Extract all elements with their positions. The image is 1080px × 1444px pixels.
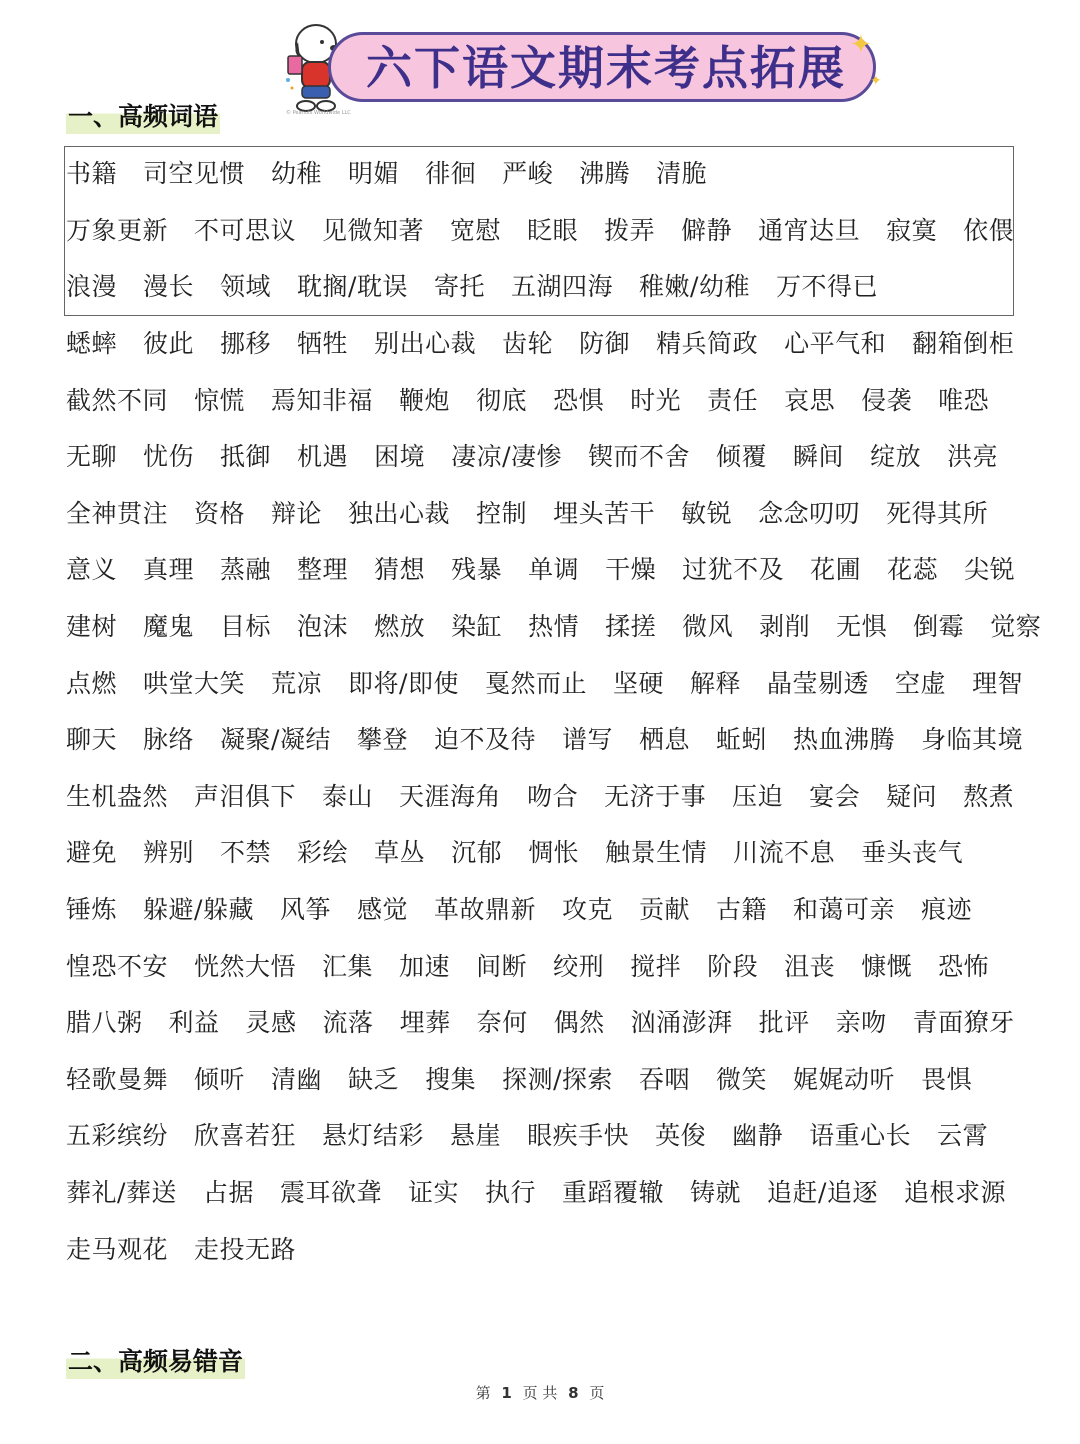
vocab-word: 无济于事	[604, 781, 707, 811]
vocab-word: 微笑	[716, 1064, 768, 1094]
vocab-word: 哀思	[784, 385, 836, 415]
vocab-word: 司空见惯	[143, 159, 246, 188]
vocab-word: 证实	[407, 1178, 459, 1207]
vocab-word: 点燃	[66, 668, 118, 698]
vocab-word: 避免	[66, 838, 118, 868]
vocab-word: 悬灯结彩	[322, 1121, 425, 1151]
vocab-word: 身临其境	[921, 725, 1024, 755]
vocab-word: 青面獠牙	[912, 1008, 1015, 1038]
vocab-word: 不禁	[220, 838, 272, 868]
vocab-word: 抵御	[220, 442, 272, 472]
vocab-word: 唯恐	[938, 385, 990, 415]
vocab-word: 走投无路	[194, 1234, 297, 1264]
vocab-word: 漫长	[143, 272, 195, 302]
vocab-word: 铸就	[690, 1178, 742, 1207]
vocab-word: 感觉	[356, 895, 408, 924]
vocab-word: 即将/即使	[348, 668, 459, 698]
vocab-word: 流落	[322, 1008, 374, 1038]
vocab-word: 生机盎然	[66, 781, 169, 811]
vocab-word: 蟋蟀	[66, 329, 118, 358]
vocab-word: 真理	[143, 555, 195, 585]
vocab-word: 寂寞	[886, 215, 938, 245]
word-row	[66, 1173, 1032, 1213]
vocab-word: 万象更新	[66, 215, 169, 245]
vocab-word: 控制	[476, 498, 528, 528]
vocab-word: 轻歌曼舞	[66, 1064, 169, 1094]
vocab-word: 绞刑	[553, 951, 605, 981]
vocab-word: 和蔼可亲	[793, 895, 896, 924]
vocab-word: 搅拌	[630, 951, 682, 981]
vocab-word: 齿轮	[502, 329, 554, 358]
vocab-word: 目标	[220, 612, 272, 641]
vocab-word: 鞭炮	[399, 385, 451, 415]
vocab-word: 觉察	[990, 612, 1042, 641]
vocab-word: 娓娓动听	[793, 1064, 896, 1094]
vocab-word: 搜集	[425, 1064, 477, 1094]
vocab-word: 攀登	[356, 725, 408, 755]
vocab-word: 草丛	[374, 838, 426, 868]
vocab-word: 宽慰	[450, 215, 502, 245]
vocab-word: 迫不及待	[433, 725, 536, 755]
vocab-word: 重蹈覆辙	[562, 1178, 665, 1207]
vocab-word: 畏惧	[921, 1064, 973, 1094]
vocab-word: 幽静	[732, 1121, 784, 1151]
mascot-credit: © Peanuts Worldwide LLC	[286, 110, 351, 116]
vocab-word: 探测/探索	[502, 1064, 614, 1094]
vocab-word: 洪亮	[947, 442, 999, 472]
vocab-word: 疑问	[886, 781, 938, 811]
word-row	[66, 324, 1040, 364]
word-row	[66, 720, 1049, 760]
vocab-word: 解释	[690, 668, 742, 698]
word-row	[66, 154, 733, 194]
vocab-word: 凄凉/凄惨	[451, 442, 563, 472]
vocab-word: 幼稚	[271, 159, 323, 188]
vocab-word: 云霄	[937, 1121, 989, 1151]
vocab-word: 彻底	[476, 385, 528, 415]
vocab-word: 宴会	[809, 781, 861, 811]
vocab-word: 别出心裁	[374, 329, 477, 358]
vocab-word: 截然不同	[66, 385, 169, 415]
vocab-word: 谱写	[562, 725, 614, 755]
vocab-word: 责任	[707, 385, 759, 415]
word-row	[66, 833, 989, 873]
vocab-word: 沉郁	[451, 838, 503, 868]
word-row	[66, 550, 1041, 590]
vocab-word: 栖息	[639, 725, 691, 755]
section-heading-1: 一、高频词语	[66, 100, 220, 134]
word-row	[66, 381, 1015, 421]
sparkle-small-icon: ✦	[870, 73, 882, 89]
vocab-word: 坚硬	[613, 668, 665, 698]
vocab-word: 戛然而止	[484, 668, 587, 698]
vocab-word: 风筝	[279, 895, 331, 924]
vocab-word: 阶段	[707, 951, 759, 981]
vocab-word: 触景生情	[605, 838, 708, 868]
vocab-word: 英俊	[655, 1121, 707, 1151]
word-row	[66, 211, 1040, 251]
vocab-word: 灵感	[245, 1008, 297, 1038]
vocab-word: 沮丧	[784, 951, 836, 981]
vocab-word: 埋葬	[399, 1008, 451, 1038]
vocab-word: 意义	[66, 555, 118, 585]
vocab-word: 不可思议	[194, 215, 297, 245]
vocab-word: 寄托	[433, 272, 485, 302]
word-row	[66, 494, 1014, 534]
vocab-word: 躲避/躲藏	[143, 895, 254, 924]
vocab-word: 压迫	[732, 781, 784, 811]
vocab-word: 心平气和	[784, 329, 887, 358]
vocab-word: 严峻	[502, 159, 554, 188]
vocab-word: 牺牲	[297, 329, 349, 358]
vocab-word: 荒凉	[271, 668, 323, 698]
vocab-word: 彩绘	[297, 838, 349, 868]
vocab-word: 埋头苦干	[553, 498, 656, 528]
vocab-word: 天涯海角	[399, 781, 502, 811]
vocab-word: 熬煮	[963, 781, 1015, 811]
vocab-word: 腊八粥	[66, 1008, 143, 1038]
vocab-word: 吻合	[527, 781, 579, 811]
vocab-word: 万不得已	[775, 272, 878, 302]
vocab-word: 倒霉	[913, 612, 965, 641]
vocab-word: 辩论	[271, 498, 323, 528]
vocab-word: 全神贯注	[66, 498, 169, 528]
vocab-word: 焉知非福	[271, 385, 374, 415]
vocab-word: 清脆	[656, 159, 708, 188]
vocab-word: 古籍	[716, 895, 768, 924]
vocab-word: 语重心长	[809, 1121, 912, 1151]
vocab-word: 欣喜若狂	[194, 1121, 297, 1151]
vocab-word: 通宵达旦	[758, 215, 861, 245]
vocab-word: 单调	[528, 555, 580, 585]
vocab-word: 汇集	[322, 951, 374, 981]
vocab-word: 间断	[476, 951, 528, 981]
vocab-word: 时光	[630, 385, 682, 415]
word-row	[66, 437, 1024, 477]
vocab-word: 空虚	[895, 668, 947, 698]
word-row	[66, 607, 1067, 647]
vocab-word: 无惧	[836, 612, 888, 641]
vocab-word: 加速	[399, 951, 451, 981]
vocab-word: 稚嫩/幼稚	[639, 272, 750, 302]
vocab-word: 脉络	[143, 725, 195, 755]
vocab-word: 辨别	[143, 838, 195, 868]
vocab-word: 恐惧	[553, 385, 605, 415]
vocab-word: 彼此	[143, 329, 195, 358]
sparkle-icon: ✦	[850, 30, 872, 60]
vocab-word: 偶然	[553, 1008, 605, 1038]
word-row	[66, 890, 998, 930]
vocab-word: 锤炼	[66, 895, 118, 924]
vocab-word: 整理	[297, 555, 349, 585]
vocab-word: 泡沫	[297, 612, 349, 641]
vocab-word: 干燥	[605, 555, 657, 585]
vocab-word: 利益	[168, 1008, 220, 1038]
vocab-word: 五湖四海	[511, 272, 614, 302]
footer-prefix: 第	[475, 1384, 491, 1402]
vocab-word: 惆怅	[528, 838, 580, 868]
vocab-word: 蚯蚓	[716, 725, 768, 755]
vocab-word: 痕迹	[921, 895, 973, 924]
vocab-word: 泰山	[322, 781, 374, 811]
page-title: 六下语文期末考点拓展	[366, 41, 846, 95]
vocab-word: 死得其所	[886, 498, 989, 528]
vocab-word: 革故鼎新	[433, 895, 536, 924]
vocab-word: 耽搁/耽误	[297, 272, 408, 302]
vocab-word: 敏锐	[681, 498, 733, 528]
vocab-word: 过犹不及	[682, 555, 785, 585]
vocab-word: 资格	[194, 498, 246, 528]
vocab-word: 眨眼	[527, 215, 579, 245]
vocab-word: 惊慌	[194, 385, 246, 415]
word-row	[66, 1230, 322, 1270]
vocab-word: 侵袭	[861, 385, 913, 415]
section-heading-2: 二、高频易错音	[66, 1345, 245, 1379]
vocab-word: 依偎	[963, 215, 1015, 245]
vocab-word: 残暴	[451, 555, 503, 585]
vocab-word: 川流不息	[733, 838, 836, 868]
vocab-word: 燃放	[374, 612, 426, 641]
vocab-word: 忧伤	[143, 442, 195, 472]
vocab-word: 尖锐	[964, 555, 1016, 585]
vocab-word: 挪移	[220, 329, 272, 358]
vocab-word: 拨弄	[604, 215, 656, 245]
vocab-word: 恐怖	[938, 951, 990, 981]
vocab-word: 倾覆	[716, 442, 768, 472]
vocab-word: 领域	[220, 272, 272, 302]
vocab-word: 惶恐不安	[66, 951, 169, 981]
vocab-word: 五彩缤纷	[66, 1121, 169, 1151]
vocab-word: 徘徊	[425, 159, 477, 188]
vocab-word: 绽放	[870, 442, 922, 472]
footer-suffix: 页	[589, 1384, 605, 1402]
vocab-word: 贡献	[639, 895, 691, 924]
footer-total-pages: 8	[568, 1384, 579, 1402]
word-row	[66, 947, 1015, 987]
vocab-word: 无聊	[66, 442, 118, 472]
vocab-word: 明媚	[348, 159, 400, 188]
vocab-word: 占据	[202, 1178, 254, 1207]
vocab-word: 念念叨叨	[758, 498, 861, 528]
vocab-word: 晶莹剔透	[767, 668, 870, 698]
vocab-word: 机遇	[297, 442, 349, 472]
vocab-word: 锲而不舍	[588, 442, 691, 472]
vocab-word: 蒸融	[220, 555, 272, 585]
vocab-word: 奈何	[476, 1008, 528, 1038]
vocab-word: 震耳欲聋	[279, 1178, 382, 1207]
vocab-word: 猜想	[374, 555, 426, 585]
vocab-word: 清幽	[271, 1064, 323, 1094]
vocab-word: 悬崖	[450, 1121, 502, 1151]
vocab-word: 独出心裁	[348, 498, 451, 528]
vocab-word: 葬礼/葬送	[66, 1178, 177, 1207]
vocab-word: 浪漫	[66, 272, 118, 302]
vocab-word: 汹涌澎湃	[630, 1008, 733, 1038]
vocab-word: 聊天	[66, 725, 118, 755]
footer-page-number: 1	[501, 1384, 512, 1402]
word-row	[66, 1060, 998, 1100]
vocab-word: 瞬间	[793, 442, 845, 472]
vocab-word: 理智	[972, 668, 1024, 698]
vocab-word: 微风	[682, 612, 734, 641]
vocab-word: 声泪俱下	[194, 781, 297, 811]
vocab-word: 追赶/追逐	[767, 1178, 878, 1207]
vocab-word: 哄堂大笑	[143, 668, 246, 698]
vocab-word: 困境	[374, 442, 426, 472]
vocab-word: 花圃	[810, 555, 862, 585]
vocab-word: 倾听	[194, 1064, 246, 1094]
vocab-word: 批评	[758, 1008, 810, 1038]
vocab-word: 染缸	[451, 612, 503, 641]
vocab-word: 眼疾手快	[527, 1121, 630, 1151]
vocab-word: 慷慨	[861, 951, 913, 981]
vocab-word: 僻静	[681, 215, 733, 245]
vocab-word: 走马观花	[66, 1234, 169, 1264]
vocab-word: 沸腾	[579, 159, 631, 188]
vocab-word: 凝聚/凝结	[220, 725, 331, 755]
vocab-word: 书籍	[66, 159, 118, 188]
vocab-word: 花蕊	[887, 555, 939, 585]
vocab-word: 攻克	[562, 895, 614, 924]
vocab-word: 见微知著	[322, 215, 425, 245]
word-row	[66, 267, 904, 307]
vocab-word: 垂头丧气	[861, 838, 964, 868]
page-footer	[0, 1382, 1080, 1403]
vocab-word: 翻箱倒柜	[912, 329, 1015, 358]
vocab-word: 恍然大悟	[194, 951, 297, 981]
vocab-word: 热血沸腾	[793, 725, 896, 755]
word-row	[66, 1116, 1014, 1156]
word-row	[66, 664, 1049, 704]
vocab-word: 揉搓	[605, 612, 657, 641]
vocab-word: 追根求源	[903, 1178, 1006, 1207]
vocab-word: 吞咽	[639, 1064, 691, 1094]
word-row	[66, 777, 1040, 817]
vocab-word: 执行	[484, 1178, 536, 1207]
vocab-word: 精兵简政	[656, 329, 759, 358]
vocab-word: 亲吻	[835, 1008, 887, 1038]
vocab-word: 魔鬼	[143, 612, 195, 641]
vocab-word: 建树	[66, 612, 118, 641]
footer-middle: 页 共	[522, 1384, 558, 1402]
vocab-word: 热情	[528, 612, 580, 641]
vocab-word: 防御	[579, 329, 631, 358]
vocab-word: 剥削	[759, 612, 811, 641]
word-row	[66, 1003, 1041, 1043]
vocab-word: 缺乏	[348, 1064, 400, 1094]
